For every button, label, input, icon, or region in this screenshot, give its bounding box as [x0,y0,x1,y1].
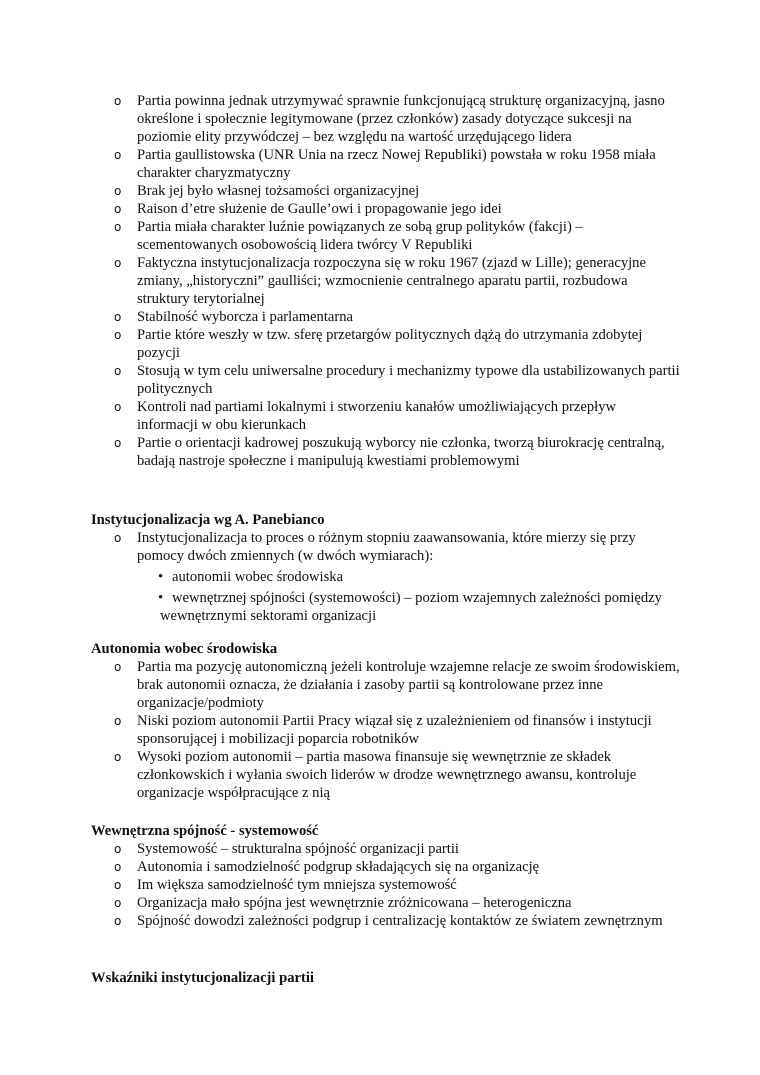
list-item: o Im większa samodzielność tym mniejsza systemowość [114,877,457,893]
circle-bullet-icon: o [114,714,122,728]
circle-bullet-icon: o [114,860,122,874]
dot-bullet-icon: • [158,590,164,606]
circle-bullet-icon: o [114,436,122,450]
list-item: o Spójność dowodzi zależności podgrup i centralizację kontaktów ze światem zewnętrznym [114,913,663,929]
circle-bullet-icon: o [114,531,122,545]
circle-bullet-icon: o [114,202,122,216]
list-spojnosc [0,840,760,930]
section-heading-wskazniki: Wskaźniki instytucjonalizacji partii [91,970,314,986]
list-item: o Partia gaullistowska (UNR Unia na rzecz Nowej Republiki) powstała w roku 1958 miała charakter charyzmatyczny [114,147,656,181]
circle-bullet-icon: o [114,914,122,928]
sub-list-item: • autonomii wobec środowiska [158,569,344,585]
list-panebianco [0,529,760,565]
circle-bullet-icon: o [114,184,122,198]
sub-list-item: • wewnętrznej spójności (systemowości) – poziom wzajemnych zależności pomiędzy wewnętrznymi sektorami organizacji [158,590,662,624]
circle-bullet-icon: o [114,842,122,856]
circle-bullet-icon: o [114,364,122,378]
circle-bullet-icon: o [114,896,122,910]
list-item: o Organizacja mało spójna jest wewnętrznie zróżnicowana – heterogeniczna [114,895,572,911]
list-autonomia [0,658,760,802]
section-heading-panebianco: Instytucjonalizacja wg A. Panebianco [91,512,325,528]
circle-bullet-icon: o [114,256,122,270]
list-item: o Faktyczna instytucjonalizacja rozpoczyna się w roku 1967 (zjazd w Lille); generacyjne zmiany, „historyczni” gaulliści; wzmocnienie centralnego aparatu partii, rozbudowa struktury terytorialnej [114,255,646,307]
list-item: o Instytucjonalizacja to proces o różnym stopniu zaawansowania, które mierzy się przy pomocy dwóch zmiennych (w dwóch wymiarach): [114,530,636,564]
list-item: o Partia ma pozycję autonomiczną jeżeli kontroluje wzajemne relacje ze swoim środowiskiem, brak autonomii oznacza, że działania i zasoby partii są kontrolowane przez inne organizacje/podmioty [114,659,680,711]
circle-bullet-icon: o [114,750,122,764]
list-item: o Systemowość – strukturalna spójność organizacji partii [114,841,459,857]
circle-bullet-icon: o [114,660,122,674]
circle-bullet-icon: o [114,220,122,234]
list-item: o Autonomia i samodzielność podgrup składających się na organizację [114,859,540,875]
sublist-dimensions [0,568,760,625]
dot-bullet-icon: • [158,569,164,585]
list-item: o Partia miała charakter luźnie powiązanych ze sobą grup polityków (fakcji) – scementowanych osobowością lidera twórcy V Republiki [114,219,583,253]
list-item: o Partia powinna jednak utrzymywać sprawnie funkcjonującą strukturę organizacyjną, jasno określone i społecznie legitymowane (przez członków) zasady dotyczące sukcesji na poziomie elity przywódczej – bez względu na wartość urzędującego lidera [114,93,665,145]
list-item: o Raison d’etre służenie de Gaulle’owi i propagowanie jego idei [114,201,502,217]
list-item: o Stabilność wyborcza i parlamentarna [114,309,353,325]
list-item: o Partie które weszły w tzw. sferę przetargów politycznych dążą do utrzymania zdobytej pozycji [114,327,643,361]
list-item: o Partie o orientacji kadrowej poszukują wyborcy nie członka, tworzą biurokrację centralną, badają nastroje społeczne i manipulują kwestiami problemowymi [114,435,665,469]
circle-bullet-icon: o [114,310,122,324]
list-item: o Kontroli nad partiami lokalnymi i stworzeniu kanałów umożliwiających przepływ informacji w obu kierunkach [114,399,617,433]
list-item: o Niski poziom autonomii Partii Pracy wiązał się z uzależnieniem od finansów i instytucji sponsorującej i mobilizacji poparcia robotników [114,713,652,747]
section-heading-autonomia: Autonomia wobec środowiska [91,641,278,657]
circle-bullet-icon: o [114,328,122,342]
list-item: o Brak jej było własnej tożsamości organizacyjnej [114,183,420,199]
list-partia [0,92,760,470]
list-item: o Wysoki poziom autonomii – partia masowa finansuje się wewnętrznie ze składek członkowskich i wyłania swoich liderów w drodze wewnętrznego awansu, kontroluje organizacje współpracujące z nią [114,749,637,801]
section-heading-spojnosc: Wewnętrzna spójność - systemowość [91,823,319,839]
circle-bullet-icon: o [114,400,122,414]
circle-bullet-icon: o [114,94,122,108]
list-item: o Stosują w tym celu uniwersalne procedury i mechanizmy typowe dla ustabilizowanych partii politycznych [114,363,680,397]
circle-bullet-icon: o [114,878,122,892]
circle-bullet-icon: o [114,148,122,162]
